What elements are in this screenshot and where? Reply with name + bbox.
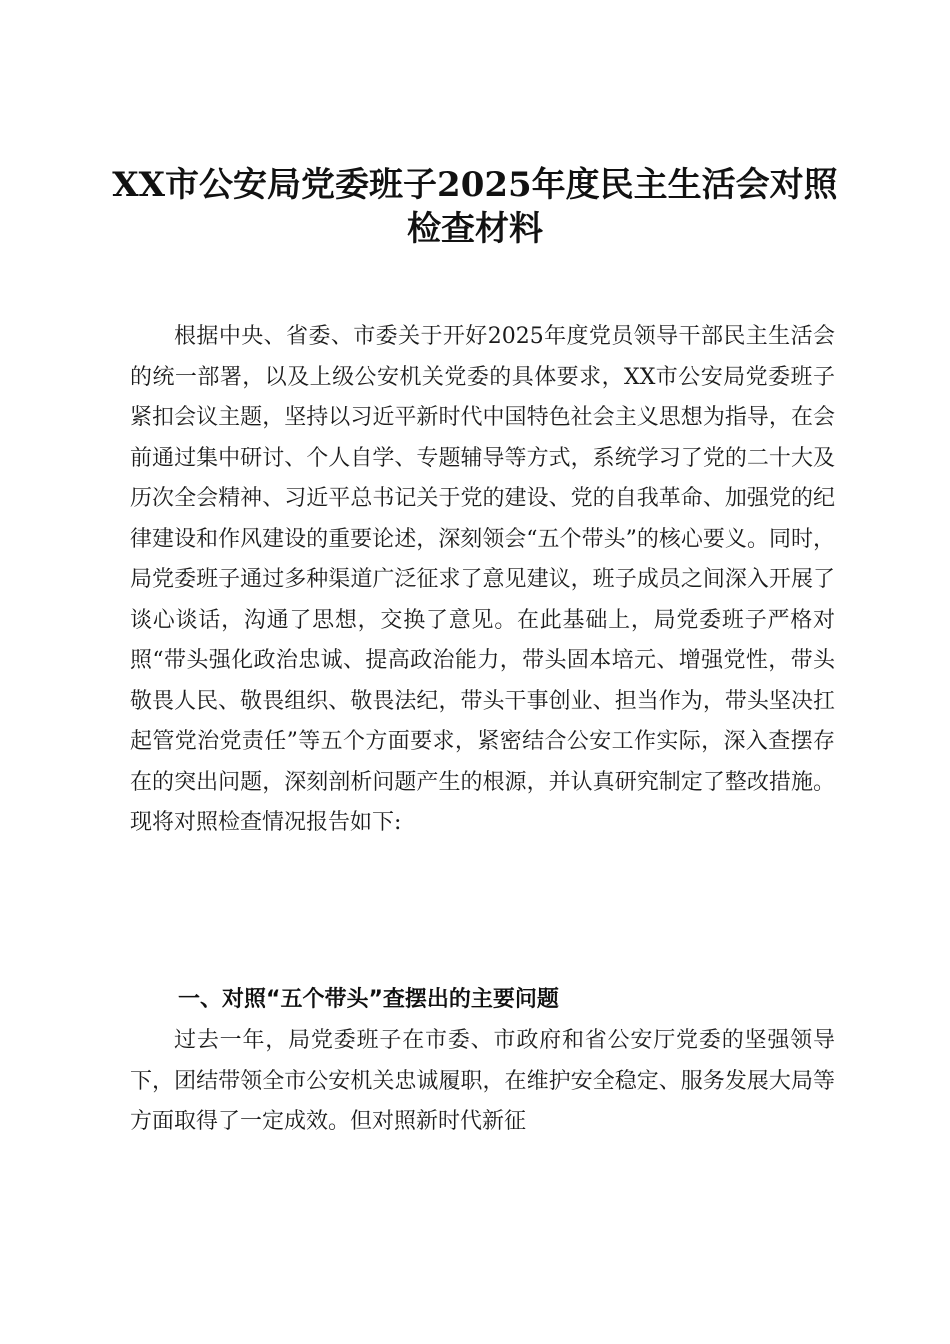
document-title: XX市公安局党委班子2025年度民主生活会对照检查材料 [112, 165, 838, 249]
section-heading: 一、对照“五个带头”查摆出的主要问题 [178, 987, 559, 1012]
intro-paragraph: 根据中央、省委、市委关于开好2025年度党员领导干部民主生活会的统一部署，以及上级公安机关党委的具体要求，XX市公安局党委班子紧扣会议主题，坚持以习近平新时代中国特色社会主义思想为指导，在会前通过集中研讨、个人自学、专题辅导等方式，系统学习了党的二十大及历次全会精神、习近平总书记关于党的建设、党的自我革命、加强党的纪律建设和作风建设的重要论述，深刻领会“五个带头”的核心要义。同时，局党委班子通过多种渠道广泛征求了意见建议，班子成员之间深入开展了谈心谈话，沟通了思想，交换了意见。在此基础上，局党委班子严格对照“带头强化政治忠诚、提高政治能力，带头固本培元、增强党性，带头敬畏人民、敬畏组织、敬畏法纪，带头干事创业、担当作为，带头坚决扛起管党治党责任”等五个方面要求，紧密结合公安工作实际，深入查摆存在的突出问题，深刻剖析问题产生的根源，并认真研究制定了整改措施。现将对照检查情况报告如下: [130, 324, 835, 835]
section-paragraph: 过去一年，局党委班子在市委、市政府和省公安厅党委的坚强领导下，团结带领全市公安机关忠诚履职，在维护安全稳定、服务发展大局等方面取得了一定成效。但对照新时代新征 [130, 1028, 835, 1134]
